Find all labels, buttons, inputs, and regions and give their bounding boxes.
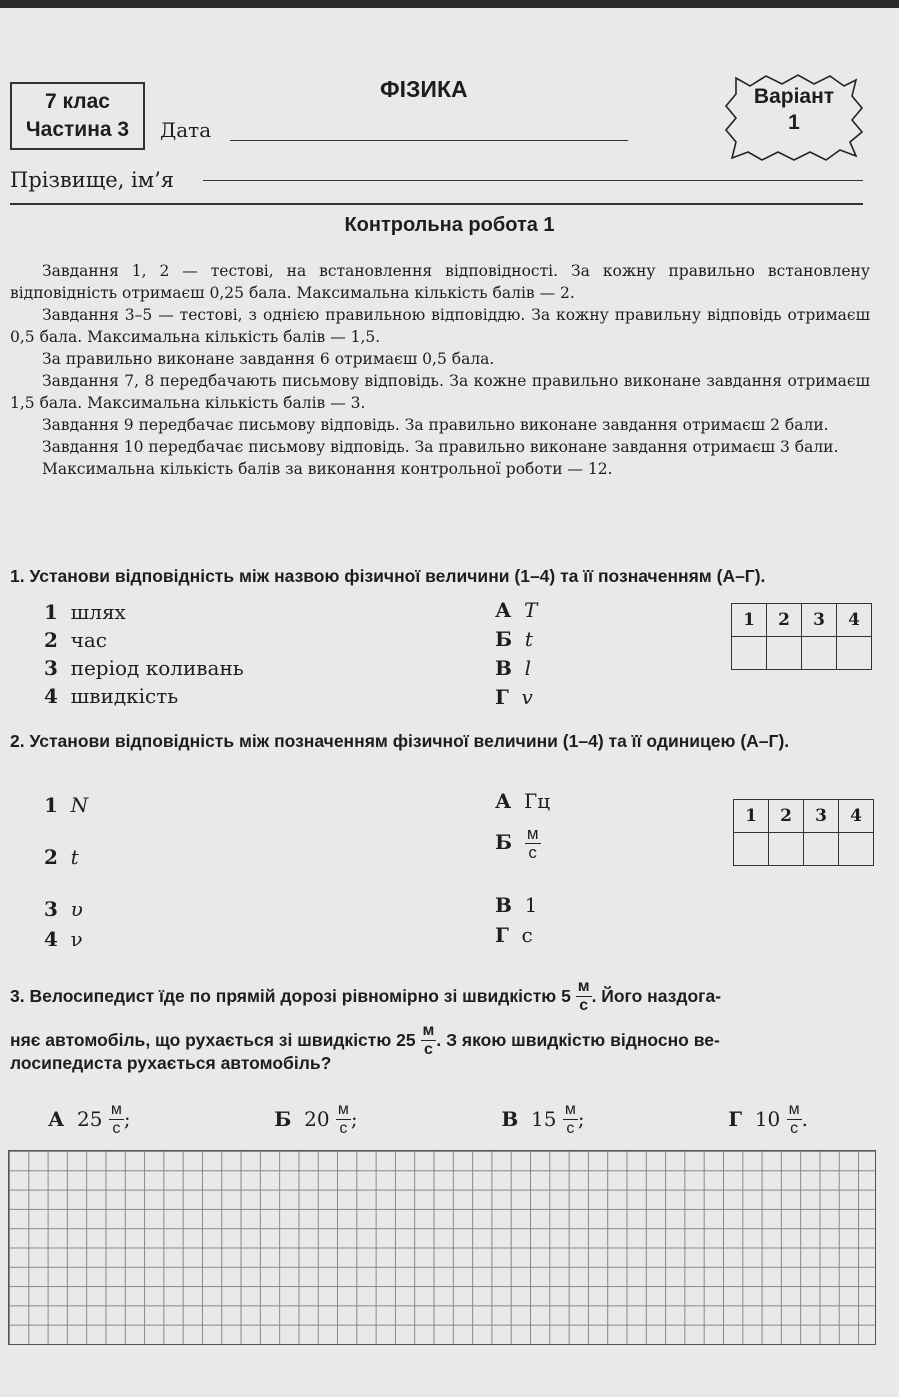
fraction-numerator: м xyxy=(577,977,590,995)
name-label: Прізвище, ім’я xyxy=(10,168,175,192)
page-top-edge xyxy=(0,0,899,8)
q2-answer-grid xyxy=(733,799,874,866)
grid-header-cell: 3 xyxy=(804,800,839,833)
grid-header-cell: 2 xyxy=(767,604,802,637)
fraction-numerator: м xyxy=(110,1100,122,1118)
q1-right-letter: В xyxy=(495,656,512,680)
q2-right-list xyxy=(495,789,550,953)
q2-left-symbol: υ xyxy=(70,897,83,921)
q3-option-b[interactable] xyxy=(274,1101,357,1138)
date-field[interactable] xyxy=(230,140,628,141)
work-title: Контрольна робота 1 xyxy=(344,214,555,236)
q1-right-letter: Г xyxy=(495,685,509,709)
q1-right-symbol: t xyxy=(524,627,533,651)
q1-left-num: 2 xyxy=(44,628,58,652)
option-letter: В xyxy=(501,1107,519,1131)
answer-cell[interactable] xyxy=(839,833,874,866)
class-box xyxy=(10,82,145,150)
variant-badge xyxy=(724,84,864,136)
q2-right-unit: 1 xyxy=(524,893,538,917)
question-3-text xyxy=(10,974,880,1074)
grid-header-cell: 1 xyxy=(734,800,769,833)
fraction-denominator: с xyxy=(112,1119,121,1137)
q2-right-unit: с xyxy=(521,923,533,947)
q2-left-symbol: N xyxy=(70,793,89,817)
variant-number: 1 xyxy=(788,111,800,134)
fraction-numerator: м xyxy=(564,1100,576,1118)
q3-line-2a: няє автомобіль, що рухається зі швидкістю 25 xyxy=(10,1030,416,1050)
q1-answer-grid xyxy=(731,603,872,670)
instruction-paragraph: Завдання 3–5 — тестові, з однією правильною відповіддю. За кожну правильну відповідь отримаєш 0,5 бала. Максимальна кількість балів — 1,5. xyxy=(10,306,870,346)
q3-options xyxy=(48,1094,868,1144)
header-divider xyxy=(10,203,863,205)
q2-right-letter: А xyxy=(495,789,512,813)
variant-label: Варіант xyxy=(753,85,835,108)
q2-left-symbol: ν xyxy=(70,927,83,951)
fraction-numerator: м xyxy=(337,1100,349,1118)
fraction-denominator: с xyxy=(528,843,537,862)
date-label: Дата xyxy=(160,118,212,142)
option-tail: . xyxy=(801,1107,808,1131)
answer-cell[interactable] xyxy=(802,637,837,670)
q2-left-num: 1 xyxy=(44,793,58,817)
q1-right-symbol: l xyxy=(524,656,532,680)
option-tail: ; xyxy=(577,1107,585,1131)
fraction-numerator: м xyxy=(422,1021,435,1039)
instruction-paragraph: Завдання 9 передбачає письмову відповідь. За правильно виконане завдання отримаєш 2 бали. xyxy=(42,416,829,434)
instruction-paragraph: За правильно виконане завдання 6 отримаєш 0,5 бала. xyxy=(42,350,495,368)
fraction-numerator: м xyxy=(788,1100,800,1118)
option-unit-fraction xyxy=(563,1101,578,1138)
instructions xyxy=(10,260,870,480)
q1-right-letter: Б xyxy=(495,627,513,651)
question-1-text: 1. Установи відповідність між назвою фізичної величини (1–4) та її позначенням (А–Г). xyxy=(10,566,766,586)
fraction-denominator: с xyxy=(566,1119,575,1137)
q2-left-num: 3 xyxy=(44,897,58,921)
option-value: 15 xyxy=(531,1107,557,1131)
q1-left-list xyxy=(44,600,244,712)
q3-unit-fraction xyxy=(576,978,592,1015)
name-field[interactable] xyxy=(203,180,863,181)
q2-left-list xyxy=(44,793,88,957)
fraction-denominator: с xyxy=(423,1040,433,1058)
grid-header-cell: 3 xyxy=(802,604,837,637)
answer-cell[interactable] xyxy=(804,833,839,866)
fraction-denominator: с xyxy=(339,1119,348,1137)
q1-right-symbol: v xyxy=(521,685,533,709)
q1-left-num: 4 xyxy=(44,684,58,708)
q2-right-letter: Б xyxy=(495,830,513,854)
option-letter: Б xyxy=(274,1107,292,1131)
q1-right-list xyxy=(495,598,537,714)
question-2-text: 2. Установи відповідність між позначенням фізичної величини (1–4) та її одиницею (А–Г). xyxy=(10,731,790,751)
q2-left-num: 4 xyxy=(44,927,58,951)
answer-cell[interactable] xyxy=(767,637,802,670)
fraction-numerator: м xyxy=(526,824,539,843)
instruction-paragraph: Завдання 7, 8 передбачають письмову відповідь. За кожне правильно виконане завдання отримаєш 1,5 бала. Максимальна кількість балів — 3. xyxy=(10,372,870,412)
option-unit-fraction xyxy=(787,1101,802,1138)
q2-right-letter: Г xyxy=(495,923,509,947)
part-label: Частина 3 xyxy=(25,118,130,141)
q3-line-1a: 3. Велосипедист їде по прямій дорозі рівномірно зі швидкістю 5 xyxy=(10,986,571,1006)
q3-option-a[interactable] xyxy=(48,1101,131,1138)
answer-cell[interactable] xyxy=(769,833,804,866)
q3-line-1b: . Його наздога- xyxy=(591,986,722,1006)
option-letter: Г xyxy=(728,1107,743,1131)
q2-right-letter: В xyxy=(495,893,512,917)
answer-cell[interactable] xyxy=(732,637,767,670)
q3-option-c[interactable] xyxy=(501,1101,584,1138)
fraction-denominator: с xyxy=(579,996,589,1014)
grade-label: 7 клас xyxy=(45,90,110,113)
q3-line-3: лосипедиста рухається автомобіль? xyxy=(10,1053,332,1073)
q1-left-num: 3 xyxy=(44,656,58,680)
q2-right-unit: Гц xyxy=(524,789,551,813)
q3-work-area-grid[interactable] xyxy=(8,1150,876,1345)
answer-cell[interactable] xyxy=(837,637,872,670)
option-unit-fraction xyxy=(336,1101,351,1138)
fraction-denominator: с xyxy=(790,1119,799,1137)
q1-right-symbol: T xyxy=(524,598,538,622)
q3-unit-fraction xyxy=(421,1022,437,1059)
q3-line-2b: . З якою швидкістю відносно ве- xyxy=(436,1030,720,1050)
grid-header-cell: 1 xyxy=(732,604,767,637)
option-value: 10 xyxy=(754,1107,781,1131)
subject-title: ФІЗИКА xyxy=(380,76,468,102)
grid-header-cell: 4 xyxy=(837,604,872,637)
option-letter: А xyxy=(48,1107,65,1131)
grid-header-cell: 2 xyxy=(769,800,804,833)
q1-left-item: шлях xyxy=(70,600,126,624)
instruction-paragraph: Завдання 1, 2 — тестові, на встановлення відповідності. За кожну правильно встановлену відповідність отримаєш 0,25 бала. Максимальна кількість балів — 2. xyxy=(10,262,870,302)
q1-left-item: час xyxy=(70,628,107,652)
option-value: 25 xyxy=(77,1107,103,1131)
q2-right-unit-fraction xyxy=(525,825,541,862)
q1-left-num: 1 xyxy=(44,600,58,624)
answer-cell[interactable] xyxy=(734,833,769,866)
q3-option-d[interactable] xyxy=(728,1101,808,1138)
q1-right-letter: А xyxy=(495,598,512,622)
option-value: 20 xyxy=(304,1107,330,1131)
q1-left-item: період коливань xyxy=(70,656,244,680)
q1-left-item: швидкість xyxy=(70,684,179,708)
grid-header-cell: 4 xyxy=(839,800,874,833)
q2-left-num: 2 xyxy=(44,845,58,869)
instruction-paragraph: Завдання 10 передбачає письмову відповідь. За правильно виконане завдання отримаєш 3 бали. xyxy=(42,438,839,456)
q2-left-symbol: t xyxy=(70,845,79,869)
option-tail: ; xyxy=(350,1107,358,1131)
option-unit-fraction xyxy=(109,1101,124,1138)
instruction-paragraph: Максимальна кількість балів за виконання контрольної роботи — 12. xyxy=(42,460,613,478)
option-tail: ; xyxy=(123,1107,131,1131)
